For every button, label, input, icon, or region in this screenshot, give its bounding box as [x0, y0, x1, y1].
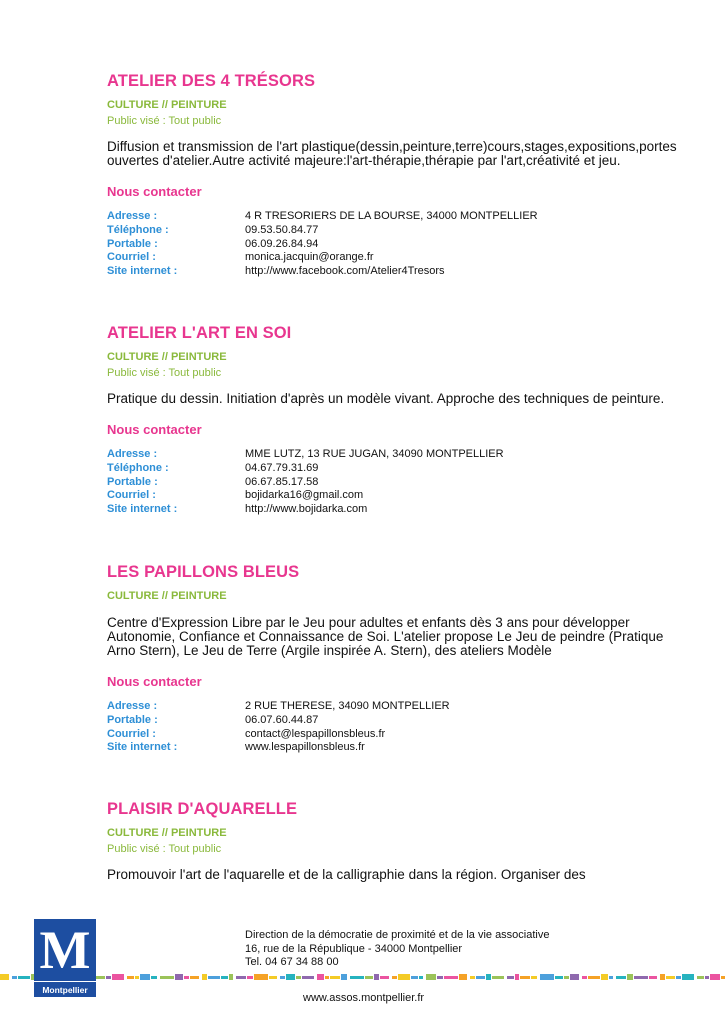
contact-value[interactable]: contact@lespapillonsbleus.fr	[245, 727, 386, 740]
stripe-segment	[666, 976, 675, 979]
entry-public: Public visé : Tout public	[107, 367, 222, 379]
stripe-segment	[649, 976, 657, 979]
stripe-segment	[229, 974, 233, 980]
stripe-segment	[721, 976, 725, 979]
contact-value[interactable]: monica.jacquin@orange.fr	[245, 251, 374, 264]
stripe-segment	[106, 976, 111, 979]
entry-description: Centre d'Expression Libre par le Jeu pour adultes et enfants dès 3 ans pour développer Autonomie, Confiance et Connaissance de Soi. L'atelier propose Le Jeu de peindre (Pratique Arno Stern), Le Jeu de Terre (Argile inspirée A. Stern), des ateliers Modèle	[107, 615, 664, 658]
contact-heading: Nous contacter	[107, 184, 202, 199]
contact-label: Portable :	[107, 237, 158, 250]
contact-table	[107, 700, 450, 755]
stripe-segment	[486, 974, 491, 980]
stripe-segment	[515, 974, 519, 980]
contact-row-mobile	[107, 476, 504, 490]
stripe-segment	[507, 976, 514, 979]
contact-value: MME LUTZ, 13 RUE JUGAN, 34090 MONTPELLIER	[245, 448, 504, 460]
contact-row-mobile	[107, 238, 538, 252]
stripe-segment	[676, 976, 681, 979]
stripe-segment	[247, 976, 253, 979]
contact-label: Adresse :	[107, 700, 158, 712]
stripe-segment	[302, 976, 314, 979]
contact-label: Courriel :	[107, 727, 156, 740]
stripe-segment	[555, 976, 563, 979]
contact-row-website	[107, 265, 538, 279]
stripe-segment	[254, 974, 268, 980]
contact-value: 09.53.50.84.77	[245, 223, 319, 236]
stripe-segment	[221, 976, 228, 979]
stripe-segment	[380, 976, 389, 979]
stripe-segment	[112, 974, 124, 980]
stripe-segment	[705, 976, 709, 979]
stripe-segment	[609, 976, 613, 979]
stripe-segment	[540, 974, 554, 980]
stripe-segment	[682, 974, 694, 980]
footer-line: 16, rue de la République - 34000 Montpellier	[245, 942, 463, 955]
stripe-segment	[411, 976, 418, 979]
stripe-segment	[564, 976, 569, 979]
contact-label: Courriel :	[107, 251, 156, 264]
contact-row-email	[107, 489, 504, 503]
stripe-segment	[175, 974, 183, 980]
entry-description: Promouvoir l'art de l'aquarelle et de la calligraphie dans la région. Organiser des	[107, 867, 586, 882]
stripe-segment	[160, 976, 174, 979]
stripe-segment	[127, 976, 134, 979]
stripe-segment	[151, 976, 157, 979]
contact-value: 04.67.79.31.69	[245, 461, 319, 474]
stripe-segment	[588, 976, 600, 979]
stripe-segment	[697, 976, 704, 979]
entry-papillons-bleus	[107, 563, 687, 755]
stripe-segment	[476, 976, 485, 979]
contact-value: 06.09.26.84.94	[245, 237, 319, 250]
contact-row-email	[107, 728, 450, 742]
contact-label: Portable :	[107, 713, 158, 726]
stripe-segment	[601, 974, 608, 980]
contact-value[interactable]: http://www.bojidarka.com	[245, 503, 368, 516]
contact-label: Courriel :	[107, 489, 156, 502]
contact-row-address	[107, 210, 538, 224]
stripe-segment	[627, 974, 633, 980]
entry-description: Diffusion et transmission de l'art plastique(dessin,peinture,terre)cours,stages,expositions,portes ouvertes d'atelier.Autre activité majeure:l'art-thérapie,thérapie par l'art,créativité et jeu.	[107, 139, 677, 168]
stripe-segment	[459, 974, 467, 980]
contact-value: 4 R TRESORIERS DE LA BOURSE, 34000 MONTPELLIER	[245, 210, 538, 222]
stripe-segment	[570, 974, 579, 980]
contact-row-address	[107, 700, 450, 714]
contact-heading: Nous contacter	[107, 422, 202, 437]
stripe-segment	[135, 976, 139, 979]
stripe-segment	[710, 974, 720, 980]
stripe-segment	[280, 976, 285, 979]
stripe-segment	[184, 976, 189, 979]
footer-address	[245, 929, 549, 970]
stripe-segment	[374, 974, 379, 980]
stripe-segment	[660, 974, 665, 980]
stripe-segment	[96, 976, 105, 979]
contact-label: Site internet :	[107, 503, 178, 516]
contact-heading: Nous contacter	[107, 674, 202, 689]
contact-value[interactable]: bojidarka16@gmail.com	[245, 489, 364, 502]
stripe-segment	[616, 976, 626, 979]
stripe-segment	[140, 974, 150, 980]
entry-category: CULTURE // PEINTURE	[107, 827, 227, 839]
stripe-segment	[296, 976, 301, 979]
stripe-segment	[190, 976, 199, 979]
footer-line: Tel. 04 67 34 88 00	[245, 956, 339, 968]
entry-title: ATELIER DES 4 TRÉSORS	[107, 72, 316, 90]
contact-value[interactable]: http://www.facebook.com/Atelier4Tresors	[245, 265, 445, 278]
contact-value[interactable]: www.lespapillonsbleus.fr	[245, 741, 365, 754]
contact-value: 2 RUE THERESE, 34090 MONTPELLIER	[245, 700, 450, 712]
stripe-segment	[236, 976, 246, 979]
footer-line: Direction de la démocratie de proximité et de la vie associative	[245, 929, 550, 941]
stripe-segment	[269, 976, 277, 979]
stripe-segment	[419, 976, 423, 979]
contact-value: 06.67.85.17.58	[245, 475, 319, 488]
contact-label: Adresse :	[107, 448, 158, 460]
contact-row-mobile	[107, 714, 450, 728]
contact-value: 06.07.60.44.87	[245, 713, 319, 726]
contact-label: Téléphone :	[107, 461, 169, 474]
contact-label: Adresse :	[107, 210, 158, 222]
entry-description: Pratique du dessin. Initiation d'après un modèle vivant. Approche des techniques de peinture.	[107, 391, 665, 406]
contact-row-address	[107, 448, 504, 462]
entry-plaisir-aquarelle	[107, 800, 687, 882]
stripe-segment	[492, 976, 504, 979]
stripe-segment	[365, 976, 373, 979]
entry-title: LES PAPILLONS BLEUS	[107, 563, 300, 581]
stripe-segment	[444, 976, 458, 979]
stripe-segment	[12, 976, 17, 979]
stripe-segment	[325, 976, 329, 979]
stripe-segment	[470, 976, 475, 979]
contact-row-website	[107, 503, 504, 517]
entry-category: CULTURE // PEINTURE	[107, 351, 227, 363]
contact-row-email	[107, 251, 538, 265]
stripe-segment	[286, 974, 295, 980]
contact-label: Site internet :	[107, 741, 178, 754]
stripe-segment	[350, 976, 364, 979]
stripe-segment	[341, 974, 347, 980]
contact-row-phone	[107, 224, 538, 238]
contact-row-website	[107, 741, 450, 755]
stripe-segment	[202, 974, 207, 980]
contact-table	[107, 448, 504, 517]
contact-label: Téléphone :	[107, 223, 169, 236]
contact-table	[107, 210, 538, 279]
stripe-segment	[317, 974, 324, 980]
entry-atelier-art-en-soi	[107, 324, 687, 517]
contact-row-phone	[107, 462, 504, 476]
stripe-segment	[426, 974, 436, 980]
stripe-segment	[0, 974, 9, 980]
stripe-segment	[208, 976, 220, 979]
entry-title: PLAISIR D'AQUARELLE	[107, 800, 298, 818]
montpellier-logo	[34, 919, 96, 997]
footer-url[interactable]: www.assos.montpellier.fr	[303, 992, 425, 1004]
stripe-segment	[392, 976, 397, 979]
stripe-segment	[582, 976, 587, 979]
stripe-segment	[330, 976, 340, 979]
entry-title: ATELIER L'ART EN SOI	[107, 324, 292, 342]
logo-name: Montpellier	[34, 981, 96, 997]
stripe-segment	[398, 974, 410, 980]
stripe-segment	[531, 976, 537, 979]
entry-atelier-4-tresors	[107, 72, 687, 279]
stripe-segment	[437, 976, 443, 979]
color-stripe	[0, 969, 725, 985]
entry-category: CULTURE // PEINTURE	[107, 590, 227, 602]
entry-public: Public visé : Tout public	[107, 115, 222, 127]
entry-category: CULTURE // PEINTURE	[107, 99, 227, 111]
entry-public: Public visé : Tout public	[107, 843, 222, 855]
logo-letter: M	[39, 920, 91, 980]
stripe-segment	[18, 976, 30, 979]
stripe-segment	[634, 976, 648, 979]
contact-label: Site internet :	[107, 265, 178, 278]
contact-label: Portable :	[107, 475, 158, 488]
stripe-segment	[520, 976, 530, 979]
